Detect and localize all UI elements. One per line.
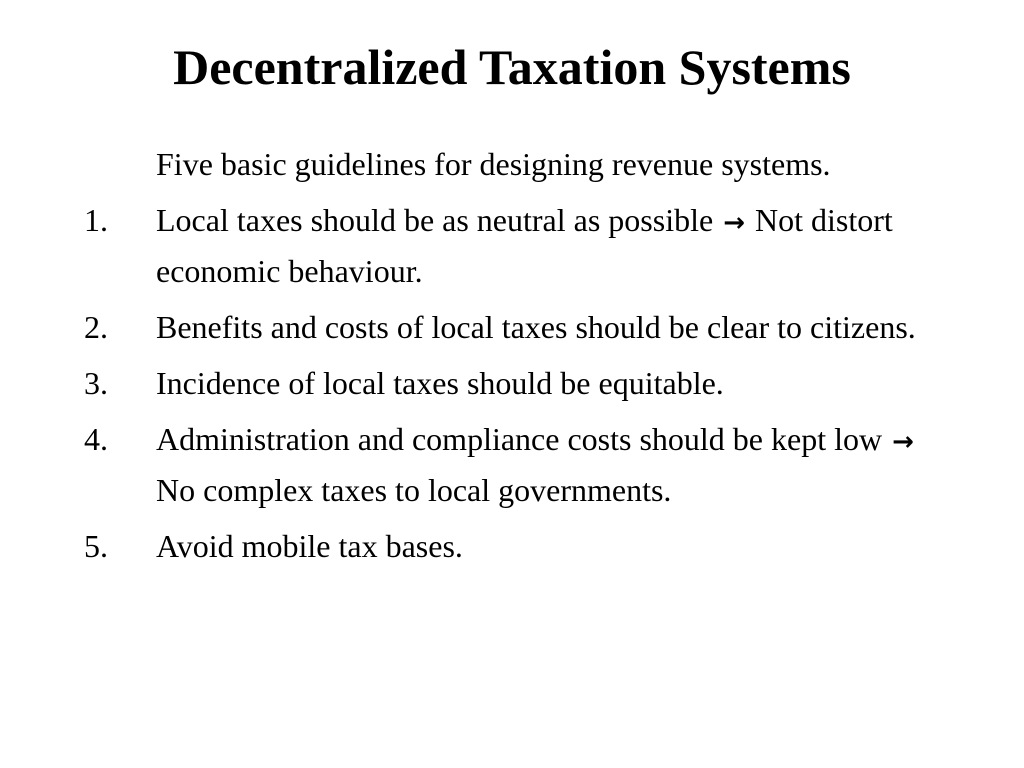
item-number: 4. [84,421,108,457]
slide-title: Decentralized Taxation Systems [173,39,851,95]
item-number: 3. [84,365,108,401]
item-text-before-arrow: Administration and compliance costs should be kept low [156,421,883,457]
list-item-1 [84,196,944,295]
item-text: Benefits and costs of local taxes should be clear to citizens. [156,309,916,345]
slide-body [84,140,944,578]
item-text-after-arrow: No complex taxes to local governments. [156,472,672,508]
right-arrow-icon: → [723,208,745,238]
item-text: Avoid mobile tax bases. [156,528,463,564]
item-text [156,415,944,514]
item-text [156,196,944,295]
list-item-4 [84,415,944,514]
item-number: 1. [84,202,108,238]
item-number: 5. [84,528,108,564]
list-item-3 [84,359,944,407]
list-item-2 [84,303,944,351]
right-arrow-icon: → [892,427,914,457]
list-item-5 [84,522,944,570]
item-text-before-arrow: Local taxes should be as neutral as possible [156,202,714,238]
intro-text: Five basic guidelines for designing revenue systems. [156,146,831,182]
item-text: Incidence of local taxes should be equitable. [156,365,724,401]
item-text-after-arrow: Not distort economic behaviour. [156,202,893,289]
item-number: 2. [84,309,108,345]
